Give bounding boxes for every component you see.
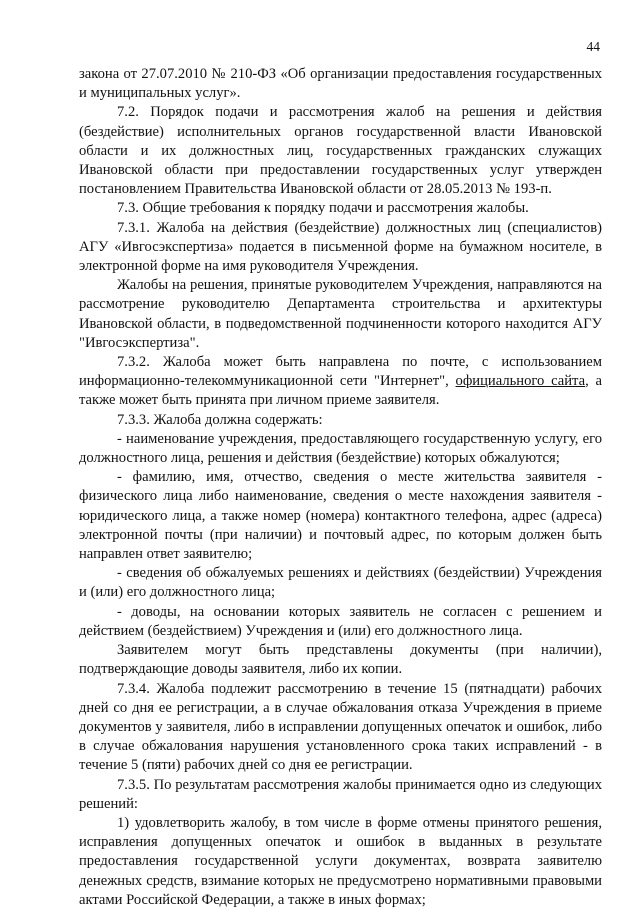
paragraph-7-3: 7.3. Общие требования к порядку подачи и рассмотрения жалобы. — [117, 200, 529, 217]
paragraph-law-reference: закона от 27.07.2010 № 210-ФЗ «Об организации предоставления государственных и муниципальных услуг». — [79, 66, 602, 102]
decision-item-1: 1) удовлетворить жалобу, в том числе в форме отмены принятого решения, исправления допущенных опечаток и ошибок в выданных в результате предоставления государственной услуги документах, возврата заявителю денежных средств, взимание которых не предусмотрено нормативными правовыми актами Российской Федерации, а также в иных формах; — [79, 814, 602, 908]
list-item-arguments: - доводы, на основании которых заявитель не согласен с решением и действием (бездействием) Учреждения и (или) его должностного лица. — [79, 603, 602, 639]
list-item-applicant-details: - фамилию, имя, отчество, сведения о месте жительства заявителя - физического лица либо наименование, сведения о месте нахождения заявителя - юридического лица, а также номер (номера) контактного телефона, адрес (адреса) электронной почты (при наличии) и почтовый адрес, по которым должен быть направлен ответ заявителю; — [79, 469, 602, 563]
paragraph-7-2: 7.2. Порядок подачи и рассмотрения жалоб на решения и действия (бездействие) исполнительных органов государственной власти Ивановской области и их должностных лиц, государственных гражданских служащих Ивановской области при предоставлении государственных услуг утвержден постановлением Правительства Ивановской области от 28.05.2013 № 193-п. — [79, 104, 602, 198]
list-item-institution-name: - наименование учреждения, предоставляющего государственную услугу, его должностного лица, решения и действия (бездействие) которых обжалуются; — [79, 430, 602, 467]
document-body — [79, 65, 602, 910]
official-site-link[interactable]: официального сайта — [455, 373, 586, 390]
paragraph-7-3-5: 7.3.5. По результатам рассмотрения жалобы принимается одно из следующих решений: — [79, 776, 602, 812]
paragraph-complaints-on-decisions: Жалобы на решения, принятые руководителем Учреждения, направляются на рассмотрение руководителю Департамента строительства и архитектуры Ивановской области, в подведомственной подчиненности которого находится АГУ "Ивгосэкспертиза". — [79, 277, 602, 351]
paragraph-7-3-3: 7.3.3. Жалоба должна содержать: — [117, 411, 323, 428]
paragraph-7-3-2 — [79, 353, 602, 411]
paragraph-7-3-4: 7.3.4. Жалоба подлежит рассмотрению в течение 15 (пятнадцати) рабочих дней со дня ее регистрации, а в случае обжалования отказа Учреждения в приеме документов у заявителя, либо в исправлении допущенных опечаток и ошибок, либо в случае обжалования нарушения установленного срока таких исправлений - в течение 5 (пяти) рабочих дней со дня ее регистрации. — [79, 680, 602, 774]
paragraph-supporting-documents: Заявителем могут быть представлены документы (при наличии), подтверждающие доводы заявителя, либо их копии. — [79, 642, 602, 678]
list-item-appealed-decisions: - сведения об обжалуемых решениях и действиях (бездействии) Учреждения и (или) его должностного лица; — [79, 565, 602, 601]
paragraph-7-3-2-text-before: 7.3.2. Жалоба может быть направлена по почте, с использованием информационно-телекоммуникационной сети "Интернет", — [79, 354, 602, 390]
page-number: 44 — [586, 39, 600, 54]
paragraph-7-3-2-text-after: , а также может быть принята при личном приеме заявителя. — [79, 373, 602, 409]
paragraph-7-3-1: 7.3.1. Жалоба на действия (бездействие) должностных лиц (специалистов) АГУ «Ивгосэкспертиза» подается в письменной форме на бумажном носителе, в электронной форме на имя руководителя Учреждения. — [79, 219, 602, 275]
